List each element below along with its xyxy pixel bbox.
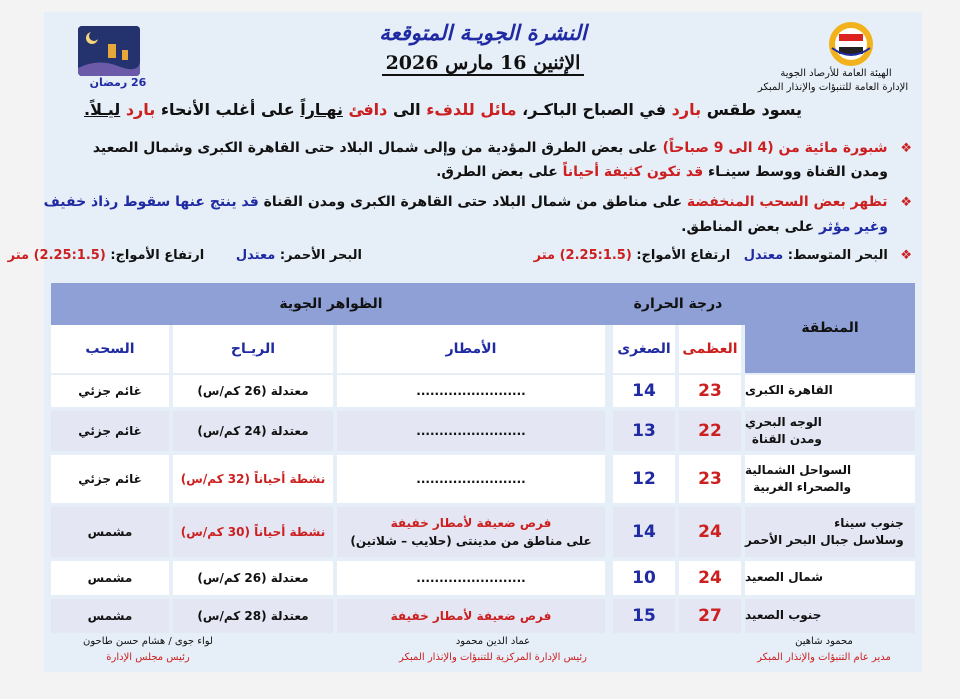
sea-label: البحر الأحمر:: [279, 248, 362, 263]
header-wind: الريـاح: [173, 325, 333, 373]
max-temp: 23: [698, 469, 722, 489]
rain-value: ........................: [416, 571, 526, 585]
cell-region: [745, 507, 915, 557]
summary-text: ليـلاً.: [84, 100, 121, 119]
clouds-value: مشمس: [87, 609, 133, 623]
min-temp: 14: [632, 381, 656, 401]
waves-value: (2.25:1.5) متر: [533, 248, 632, 263]
max-temp: 27: [698, 606, 722, 626]
summary-cold: بارد: [671, 100, 702, 119]
signer-name: لواء جوى / هشام حسن طاحون: [83, 636, 213, 647]
clouds-value: مشمس: [87, 571, 133, 585]
sea-state: معتدل: [235, 248, 276, 263]
rain-value: ........................: [416, 384, 526, 398]
cell-min: [613, 375, 675, 407]
region-name: جنوب الصعيد: [745, 608, 822, 623]
signature-center: [388, 634, 598, 665]
rain-value: ........................: [416, 472, 526, 486]
ramadan-lantern-icon: [78, 26, 140, 76]
diamond-bullet-icon: ❖: [900, 195, 912, 210]
wind-value: نشطة أحياناً (32 كم/س): [180, 472, 326, 486]
cell-min: [613, 507, 675, 557]
header-min: الصغرى: [613, 325, 675, 373]
summary-text: الى: [392, 100, 421, 119]
max-temp: 24: [698, 522, 722, 542]
sea-label: البحر المتوسط:: [787, 248, 888, 263]
wind-value: معتدلة (26 كم/س): [197, 384, 309, 398]
cell-max: [679, 411, 741, 451]
fog-warning: شبورة مائية من (4 الى 9 صباحاً): [662, 140, 888, 156]
cell-rain: [337, 455, 605, 503]
summary-mild: مائل للدفء: [426, 100, 517, 119]
date-text: الإثنين 16 مارس 2026: [382, 52, 585, 76]
cell-region: [745, 455, 915, 503]
cell-rain: [337, 561, 605, 595]
ramadan-date: 26 رمضان: [89, 76, 147, 89]
cell-min: [613, 599, 675, 633]
rain-value: فرص ضعيفة لأمطار خفيفة: [390, 516, 552, 530]
sea-red: [8, 248, 362, 263]
cell-region: [745, 561, 915, 595]
cell-clouds: [51, 455, 169, 503]
signature-right: [734, 634, 914, 665]
header-max: العظمى: [679, 325, 741, 373]
cell-wind: [173, 455, 333, 503]
summary-text: يسود طقس: [706, 100, 802, 119]
cell-rain: [337, 411, 605, 451]
diamond-bullet-icon: ❖: [900, 248, 912, 263]
max-temp: 23: [698, 381, 722, 401]
cell-max: [679, 561, 741, 595]
header-rain: الأمطار: [337, 325, 605, 373]
signer-title: رئيس الإدارة المركزية للتنبؤات والإنذار المبكر: [399, 651, 587, 663]
forecast-table: [51, 283, 915, 626]
wind-value: معتدلة (26 كم/س): [197, 571, 309, 585]
org-department: الإدارة العامة للتنبؤات والإنذار المبكر: [757, 82, 909, 93]
cell-max: [679, 375, 741, 407]
cell-max: [679, 455, 741, 503]
org-name: الهيئة العامة للأرصاد الجوية: [780, 68, 892, 79]
sea-mediterranean: [534, 248, 912, 263]
header-region: المنطقة: [745, 283, 915, 373]
region-name: السواحل الشمالية: [745, 462, 852, 477]
fog-text: ومدن القناة ووسط سينـاء: [708, 164, 888, 180]
waves-label: ارتفاع الأمواج:: [636, 248, 731, 263]
diamond-bullet-icon: ❖: [900, 141, 912, 156]
low-clouds: تظهر بعض السحب المنخفضة: [686, 194, 888, 210]
cell-rain: [337, 599, 605, 633]
cell-clouds: [51, 507, 169, 557]
cell-region: [745, 411, 915, 451]
cell-rain: [337, 375, 605, 407]
cell-max: [679, 599, 741, 633]
weather-summary: [84, 100, 802, 119]
summary-warm: دافئ: [348, 100, 388, 119]
bullet-fog-cont: [436, 164, 888, 180]
bulletin-title: النشرة الجويـة المتوقعة: [379, 20, 587, 45]
region-name: وسلاسل جبال البحر الأحمر: [745, 533, 904, 547]
region-name: والصحراء الغربية: [753, 480, 852, 494]
summary-text: في الصباح الباكـر،: [522, 100, 667, 119]
clouds-text: على بعض المناطق.: [681, 219, 815, 235]
cell-clouds: [51, 411, 169, 451]
fog-text: على بعض الطرق المؤدية من وإلى شمال البلاد حتى القاهرة الكبرى وشمال الصعيد: [92, 140, 658, 156]
min-temp: 12: [632, 469, 656, 489]
sea-state: معتدل: [743, 248, 784, 263]
min-temp: 13: [632, 421, 656, 441]
bulletin-sheet: [7, 12, 922, 672]
cell-min: [613, 455, 675, 503]
cell-max: [679, 507, 741, 557]
region-name: ومدن القناة: [751, 432, 822, 446]
waves-label: ارتفاع الأمواج:: [110, 248, 205, 263]
cell-region: [745, 375, 915, 407]
summary-cold-night: بارد: [125, 100, 156, 119]
signer-title: مدير عام التنبؤات والإنذار المبكر: [757, 651, 891, 663]
min-temp: 15: [632, 606, 656, 626]
cell-wind: [173, 599, 333, 633]
clouds-value: مشمس: [87, 525, 133, 539]
max-temp: 24: [698, 568, 722, 588]
min-temp: 14: [632, 522, 656, 542]
clouds-value: غائم جزئي: [78, 424, 142, 438]
region-name: جنوب سيناء: [834, 515, 904, 530]
signature-left: [58, 634, 238, 665]
cell-region: [745, 599, 915, 633]
header-phenomena: الظواهر الجوية: [279, 296, 383, 312]
cell-min: [613, 411, 675, 451]
header-clouds: السحب: [51, 325, 169, 373]
region-name: الوجه البحري: [745, 414, 822, 429]
min-temp: 10: [632, 568, 656, 588]
wind-value: معتدلة (28 كم/س): [197, 609, 309, 623]
clouds-text: على مناطق من شمال البلاد حتى القاهرة الكبرى ومدن القناة: [263, 194, 683, 210]
rain-value: فرص ضعيفة لأمطار خفيفة: [390, 609, 552, 623]
rain-value: ........................: [416, 424, 526, 438]
clouds-value: غائم جزئي: [78, 384, 142, 398]
cell-clouds: [51, 561, 169, 595]
cell-wind: [173, 411, 333, 451]
summary-text: على أغلب الأنحاء: [160, 100, 295, 119]
bullet-fog: [93, 140, 912, 156]
signer-name: محمود شاهين: [795, 636, 853, 647]
cell-min: [613, 561, 675, 595]
signer-title: رئيس مجلس الإدارة: [106, 651, 190, 663]
summary-text: نهـاراً: [300, 100, 343, 119]
drizzle-note: وغير مؤثر: [819, 219, 888, 235]
cell-clouds: [51, 375, 169, 407]
cell-rain: [337, 507, 605, 557]
region-name: القاهرة الكبرى: [745, 383, 833, 398]
rain-detail: على مناطق من مدينتى (حلايب – شلاتين): [350, 534, 592, 548]
cell-wind: [173, 561, 333, 595]
wind-value: معتدلة (24 كم/س): [197, 424, 309, 438]
drizzle-note: قد ينتج عنها سقوط رذاذ خفيف: [43, 194, 259, 210]
header-temperature: درجة الحرارة: [633, 296, 723, 312]
ema-logo-icon: [818, 18, 884, 68]
max-temp: 22: [698, 421, 722, 441]
fog-text: على بعض الطرق.: [436, 164, 558, 180]
bullet-clouds: [44, 194, 912, 210]
wind-value: نشطة أحياناً (30 كم/س): [180, 525, 326, 539]
fog-dense: قد تكون كثيفة أحياناً: [562, 164, 704, 180]
cell-wind: [173, 507, 333, 557]
waves-value: (2.25:1.5) متر: [7, 248, 106, 263]
cell-clouds: [51, 599, 169, 633]
signer-name: عماد الدين محمود: [455, 636, 531, 647]
bullet-clouds-cont: [681, 219, 888, 235]
cell-wind: [173, 375, 333, 407]
region-name: شمال الصعيد: [745, 570, 823, 585]
clouds-value: غائم جزئي: [78, 472, 142, 486]
